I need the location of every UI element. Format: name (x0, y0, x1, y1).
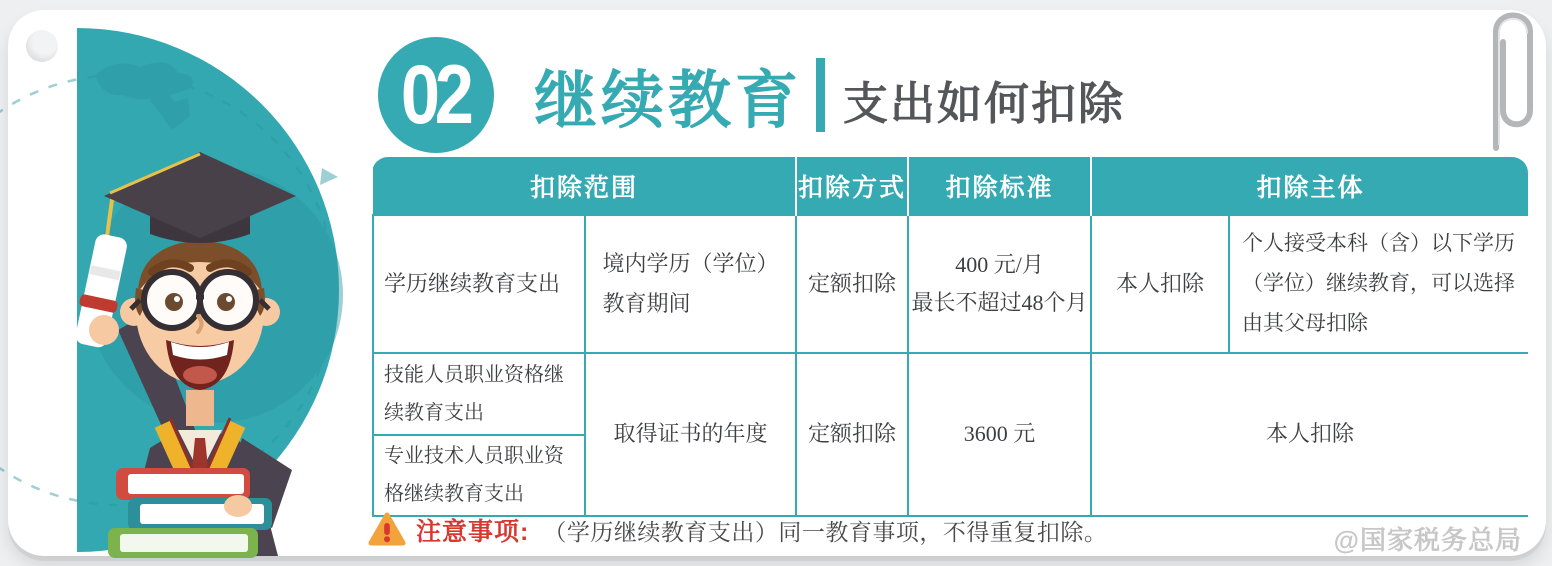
paperclip-icon (1482, 0, 1538, 160)
cell-standard-row1: 400 元/月 最长不超过48个月 (908, 215, 1091, 353)
page-header (378, 36, 1125, 154)
cell-scope-row2: 技能人员职业资格继续教育支出 (373, 353, 585, 435)
cell-method-rows23: 定额扣除 (796, 353, 908, 516)
cell-standard-rows23: 3600 元 (908, 353, 1091, 516)
notice-bar (368, 512, 1107, 548)
cell-scope-row1: 学历继续教育支出 (373, 215, 585, 353)
col-header-scope: 扣除范围 (373, 157, 796, 215)
page-subtitle: 支出如何扣除 (843, 77, 1126, 129)
title-divider (816, 58, 825, 132)
table-row (373, 215, 1528, 353)
table-header-row (373, 157, 1528, 215)
col-header-method: 扣除方式 (796, 157, 908, 215)
cell-scope-row3: 专业技术人员职业资格继续教育支出 (373, 435, 585, 516)
section-number: 02 (400, 48, 469, 141)
notice-text: （学历继续教育支出）同一教育事项，不得重复扣除。 (543, 518, 1108, 545)
cell-subject-note-row1: 个人接受本科（含）以下学历（学位）继续教育，可以选择由其父母扣除 (1229, 215, 1528, 353)
cell-period-rows23: 取得证书的年度 (585, 353, 796, 516)
watermark: @国家税务总局 (1333, 525, 1522, 555)
table-row (373, 353, 1528, 435)
deduction-table (372, 157, 1528, 517)
cell-subject-row1: 本人扣除 (1091, 215, 1229, 353)
warning-triangle-icon (368, 512, 406, 548)
section-number-badge (378, 37, 494, 153)
graduate-student-illustration (0, 0, 380, 566)
col-header-subject: 扣除主体 (1091, 157, 1528, 215)
cell-subject-rows23: 本人扣除 (1091, 353, 1528, 516)
col-header-standard: 扣除标准 (908, 157, 1091, 215)
cell-method-row1: 定额扣除 (796, 215, 908, 353)
notice-label: 注意事项: (416, 518, 530, 546)
cell-period-row1: 境内学历（学位） 教育期间 (585, 215, 796, 353)
page-title: 继续教育 (534, 65, 802, 136)
